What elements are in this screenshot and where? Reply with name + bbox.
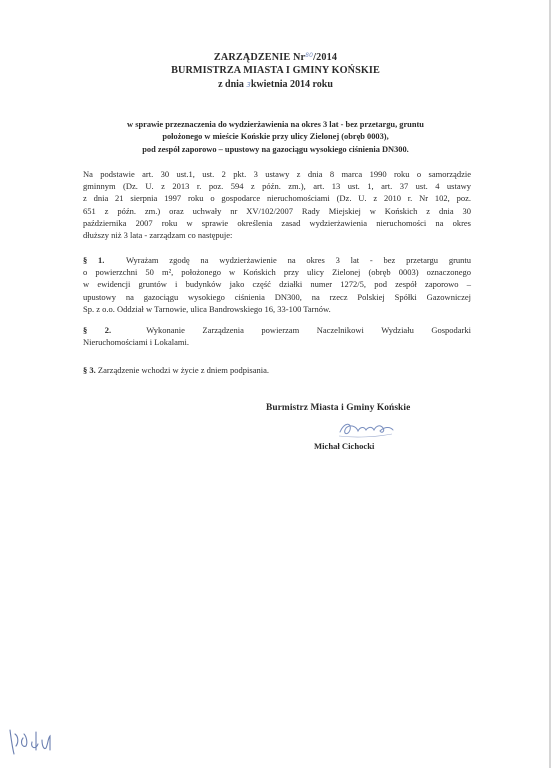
section-3 bbox=[83, 364, 471, 376]
handwritten-margin-note bbox=[6, 724, 56, 758]
section-text: Zarządzenie wchodzi w życie z dniem podpisania. bbox=[97, 365, 269, 375]
paragraph-line: Na podstawie art. 30 ust.1, ust. 2 pkt. 3 ustawy z dnia 8 marca 1990 roku o samorządzie bbox=[83, 169, 471, 179]
date-suffix: kwietnia 2014 roku bbox=[250, 79, 333, 90]
date-prefix: z dnia bbox=[218, 79, 244, 90]
section-text: Wyrażam zgodę na wydzierżawienie na okres 3 lat - bez przetargu gruntu bbox=[126, 255, 472, 265]
paragraph-line bbox=[83, 364, 471, 376]
section-label: § 1. bbox=[83, 255, 105, 265]
paragraph-line: 651 z późn. zm.) oraz uchwały nr XV/102/2007 Rady Miejskiej w Końskich z dnia 30 bbox=[83, 205, 471, 216]
paragraph-line: Sp. z o.o. Oddział w Tarnowie, ulica Bandrowskiego 16, 33-100 Tarnów. bbox=[83, 303, 331, 314]
subject-line: pod zespół zaporowo – upustowy na gazociągu wysokiego ciśnienia DN300. bbox=[142, 144, 409, 154]
issuer-name: BURMISTRZA MIASTA I GMINY KOŃSKIE bbox=[171, 65, 380, 76]
paragraph-line: gminnym (Dz. U. z 2013 r. poz. 594 z późn. zm.), art. 13 ust. 1, art. 37 ust. 4 ustawy bbox=[83, 181, 471, 192]
subject-line: położonego w mieście Końskie przy ulicy Zielonej (obręb 0003), bbox=[162, 132, 389, 142]
paragraph-line: o powierzchni 50 m², położonego w Końskich przy ulicy Zielonej (obręb 0003) oznaczonego bbox=[83, 267, 471, 278]
section-label: § 2. bbox=[83, 325, 112, 335]
date-day-handwritten: 3 bbox=[246, 81, 251, 89]
paragraph-line: dłuższy niż 3 lata - zarządzam co następuje: bbox=[83, 230, 233, 241]
signatory-title: Burmistrz Miasta i Gminy Końskie bbox=[266, 403, 411, 413]
legal-basis-paragraph bbox=[83, 168, 471, 241]
subject-block bbox=[0, 119, 551, 156]
paragraph-line: upustowy na gazociągu wysokiego ciśnienia DN300, na rzecz Polskiej Spółki Gazowniczej bbox=[83, 291, 471, 302]
title-prefix: ZARZĄDZENIE Nr bbox=[213, 52, 306, 63]
section-label: § 3. bbox=[83, 365, 96, 375]
paragraph-line: października 2007 roku w sprawie określenia zasad wydzierżawienia nieruchomości na okres bbox=[83, 217, 471, 228]
paragraph-line bbox=[83, 324, 471, 336]
section-text: Wykonanie Zarządzenia powierzam Naczelnikowi Wydziału Gospodarki bbox=[146, 325, 472, 335]
subject-line: w sprawie przeznaczenia do wydzierżawienia na okres 3 lat - bez przetargu, gruntu bbox=[127, 120, 424, 129]
section-1 bbox=[83, 254, 471, 315]
paragraph-line bbox=[83, 254, 471, 266]
section-2 bbox=[83, 324, 471, 348]
paragraph-line: Nieruchomościami i Lokalami. bbox=[83, 337, 189, 348]
issue-date bbox=[0, 79, 551, 90]
handwritten-signature bbox=[336, 418, 396, 440]
document-title bbox=[0, 52, 551, 63]
order-number-handwritten: 80 bbox=[305, 52, 314, 59]
signatory-name: Michał Cichocki bbox=[314, 441, 375, 451]
title-suffix: /2014 bbox=[313, 52, 338, 63]
paragraph-line: z dnia 21 sierpnia 1997 roku o gospodarce nieruchomościami (Dz. U. z 2010 r. Nr 102, poz. bbox=[83, 193, 471, 204]
paragraph-line: w ewidencji gruntów i budynków jako część działki numer 1272/5, pod zespół zaporowo – bbox=[83, 279, 471, 290]
